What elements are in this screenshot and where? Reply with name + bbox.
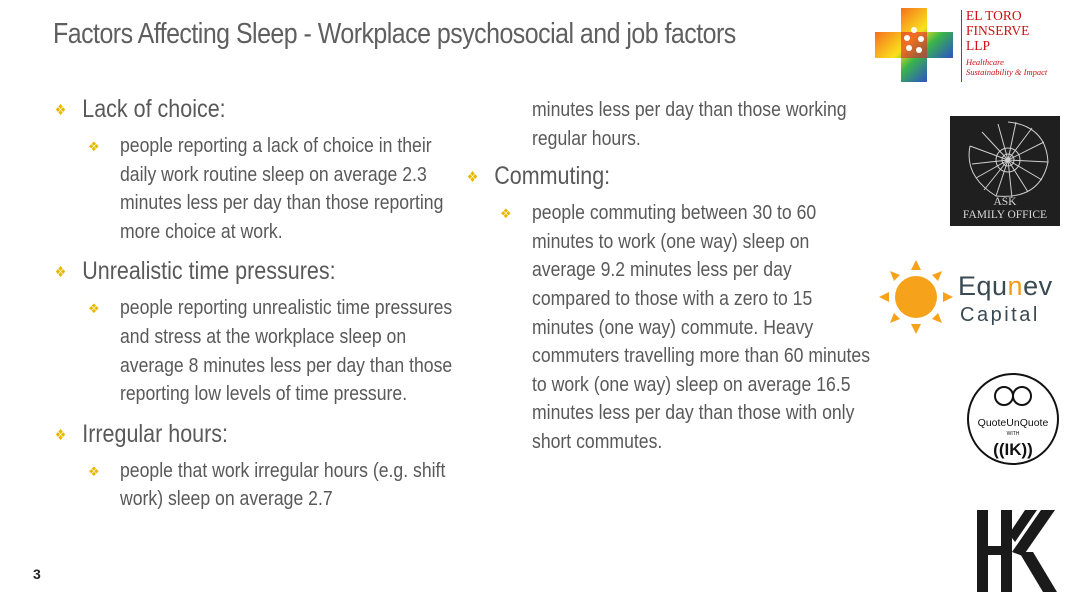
equnev-part-b: n [1007,271,1024,301]
bullet-detail-lack-of-choice [53,132,473,246]
bullet-detail-time-pressures [53,294,473,408]
ask-line1: ASK [993,196,1017,208]
equnev-word [958,271,1053,302]
diamond-bullet-icon: ❖ [88,301,100,317]
hk-monogram-logo [975,508,1059,594]
logo-divider [961,10,962,82]
ask-line2: FAMILY OFFICE [962,209,1048,221]
quote-text: QuoteUnQuote [977,417,1049,429]
bullet-heading-irregular-hours [53,419,414,449]
slide-title: Factors Affecting Sleep - Workplace psychosocial and job factors [53,18,736,50]
diamond-bullet-icon: ❖ [54,426,67,444]
left-column [53,94,473,524]
continued-detail-irregular-hours [465,96,885,153]
equnev-capital-logo [878,257,1064,337]
detail-text: people reporting a lack of choice in their daily work routine sleep on average 2.3 minutes less per day than those reporting more choice at work. [120,134,444,243]
heading-text: Unrealistic time pressures: [82,257,336,286]
bullet-heading-time-pressures [53,256,414,286]
ask-family-office-logo [950,116,1060,226]
eltoro-finserve-logo [873,6,1063,84]
diamond-bullet-icon: ❖ [466,169,479,187]
equnev-part-a: Equ [958,271,1008,301]
quote-circle-icon [966,372,1060,466]
page-number: 3 [33,566,41,582]
detail-text: people that work irregular hours (e.g. shift work) sleep on average 2.7 [120,458,446,511]
quote-with: WITH [1006,431,1020,437]
diamond-bullet-icon: ❖ [88,139,100,154]
detail-text: people commuting between 30 to 60 minutes to work (one way) sleep on average 9.2 minutes less per day compared to those with a zero to 15 minutes (one way) commute. Heavy commuters travelling more than 60 minutes to work (one way) sleep on average 16.5 minutes less per day than those with only short commutes. [532,201,871,453]
continuation-text: minutes less per day than those working regular hours. [532,98,847,150]
eltoro-name: EL TORO FINSERVE LLP [966,8,1030,53]
bullet-detail-commuting [465,199,885,456]
bullet-heading-commuting [465,161,826,191]
sun-icon [878,257,954,337]
quote-mark: ((IK)) [993,440,1033,459]
diamond-bullet-icon: ❖ [54,102,67,119]
hk-monogram-icon [975,508,1059,594]
heading-text: Lack of choice: [82,95,226,123]
capital-word: Capital [960,304,1040,326]
detail-text: people reporting unrealistic time pressures and stress at the workplace sleep on average 8 minutes less per day than those reporting low levels of time pressure. [120,296,453,406]
diamond-bullet-icon: ❖ [88,463,100,479]
diamond-bullet-icon: ❖ [54,264,67,282]
bullet-heading-lack-of-choice [53,94,414,124]
eltoro-tagline: Healthcare Sustainability & Impact [966,57,1048,77]
heading-text: Commuting: [494,162,611,191]
bullet-detail-irregular-hours [53,457,473,514]
heading-text: Irregular hours: [82,419,229,448]
diamond-bullet-icon: ❖ [500,206,512,222]
right-column [465,96,885,467]
rainbow-cross-icon [873,6,955,84]
quote-unquote-logo [966,372,1060,466]
equnev-part-c: ev [1023,271,1053,301]
